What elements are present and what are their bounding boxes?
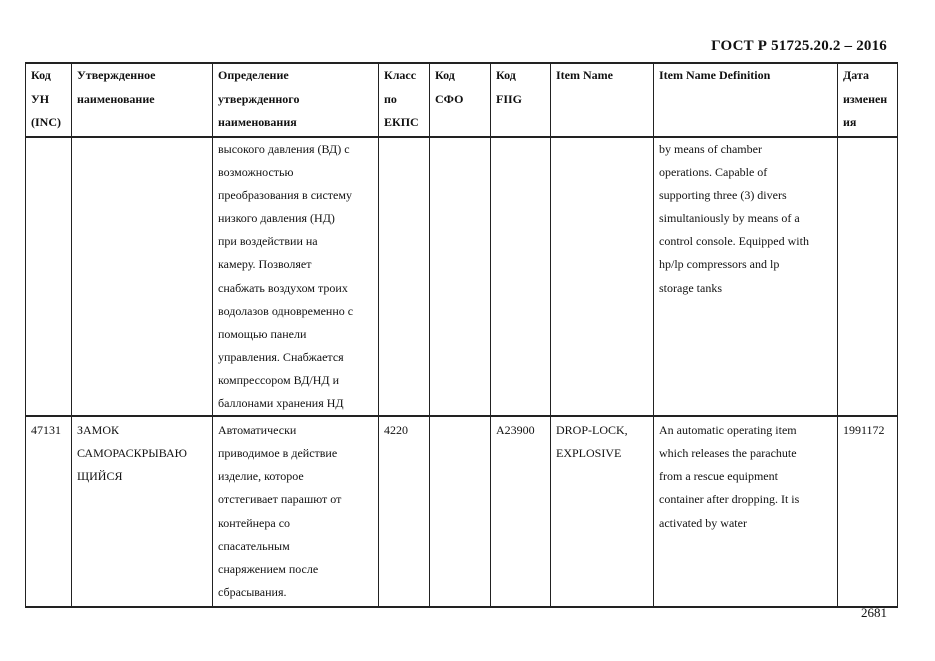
cell-inc — [26, 137, 72, 416]
table-row-entry — [26, 416, 898, 607]
cell-item-name — [551, 137, 654, 416]
document-header: ГОСТ Р 51725.20.2 – 2016 — [711, 38, 887, 54]
col-header-sfo: Код СФО — [430, 63, 491, 137]
cell-approved-name — [72, 137, 213, 416]
cell-approved-name: ЗАМОК САМОРАСКРЫВАЮ ЩИЙСЯ — [72, 416, 213, 607]
cell-sfo — [430, 137, 491, 416]
cell-definition-ru: Автоматически приводимое в действие изделие, которое отстегивает парашют от контейнера со спасательным снаряжением после сбрасывания. — [213, 416, 379, 607]
cell-fiig: A23900 — [491, 416, 551, 607]
col-header-approved-name: Утвержденное наименование — [72, 63, 213, 137]
cell-date: 1991172 — [838, 416, 898, 607]
table-row-continuation — [26, 137, 898, 416]
cell-definition-en: by means of chamber operations. Capable of supporting three (3) divers simultaniously by means of a control console. Equipped with hp/lp compressors and lp storage tanks — [654, 137, 838, 416]
classification-table — [25, 62, 898, 608]
cell-definition-en: An automatic operating item which releases the parachute from a rescue equipment container after dropping. It is activated by water — [654, 416, 838, 607]
col-header-fiig: Код FIIG — [491, 63, 551, 137]
col-header-inc: Код УН (INC) — [26, 63, 72, 137]
cell-definition-ru: высокого давления (ВД) с возможностью преобразования в систему низкого давления (НД) при воздействии на камеру. Позволяет снабжать воздухом троих водолазов одновременно с помощью панели управления. Снабжается компрессором ВД/НД и баллонами хранения НД — [213, 137, 379, 416]
cell-date — [838, 137, 898, 416]
cell-class: 4220 — [379, 416, 430, 607]
col-header-date: Дата изменен ия — [838, 63, 898, 137]
page-number: 2681 — [861, 605, 887, 620]
cell-sfo — [430, 416, 491, 607]
col-header-definition: Определение утвержденного наименования — [213, 63, 379, 137]
col-header-class: Класс по ЕКПС — [379, 63, 430, 137]
cell-item-name: DROP-LOCK, EXPLOSIVE — [551, 416, 654, 607]
table-header-row — [26, 63, 898, 137]
cell-class — [379, 137, 430, 416]
cell-fiig — [491, 137, 551, 416]
col-header-item-name: Item Name — [551, 63, 654, 137]
cell-inc: 47131 — [26, 416, 72, 607]
col-header-item-name-definition: Item Name Definition — [654, 63, 838, 137]
